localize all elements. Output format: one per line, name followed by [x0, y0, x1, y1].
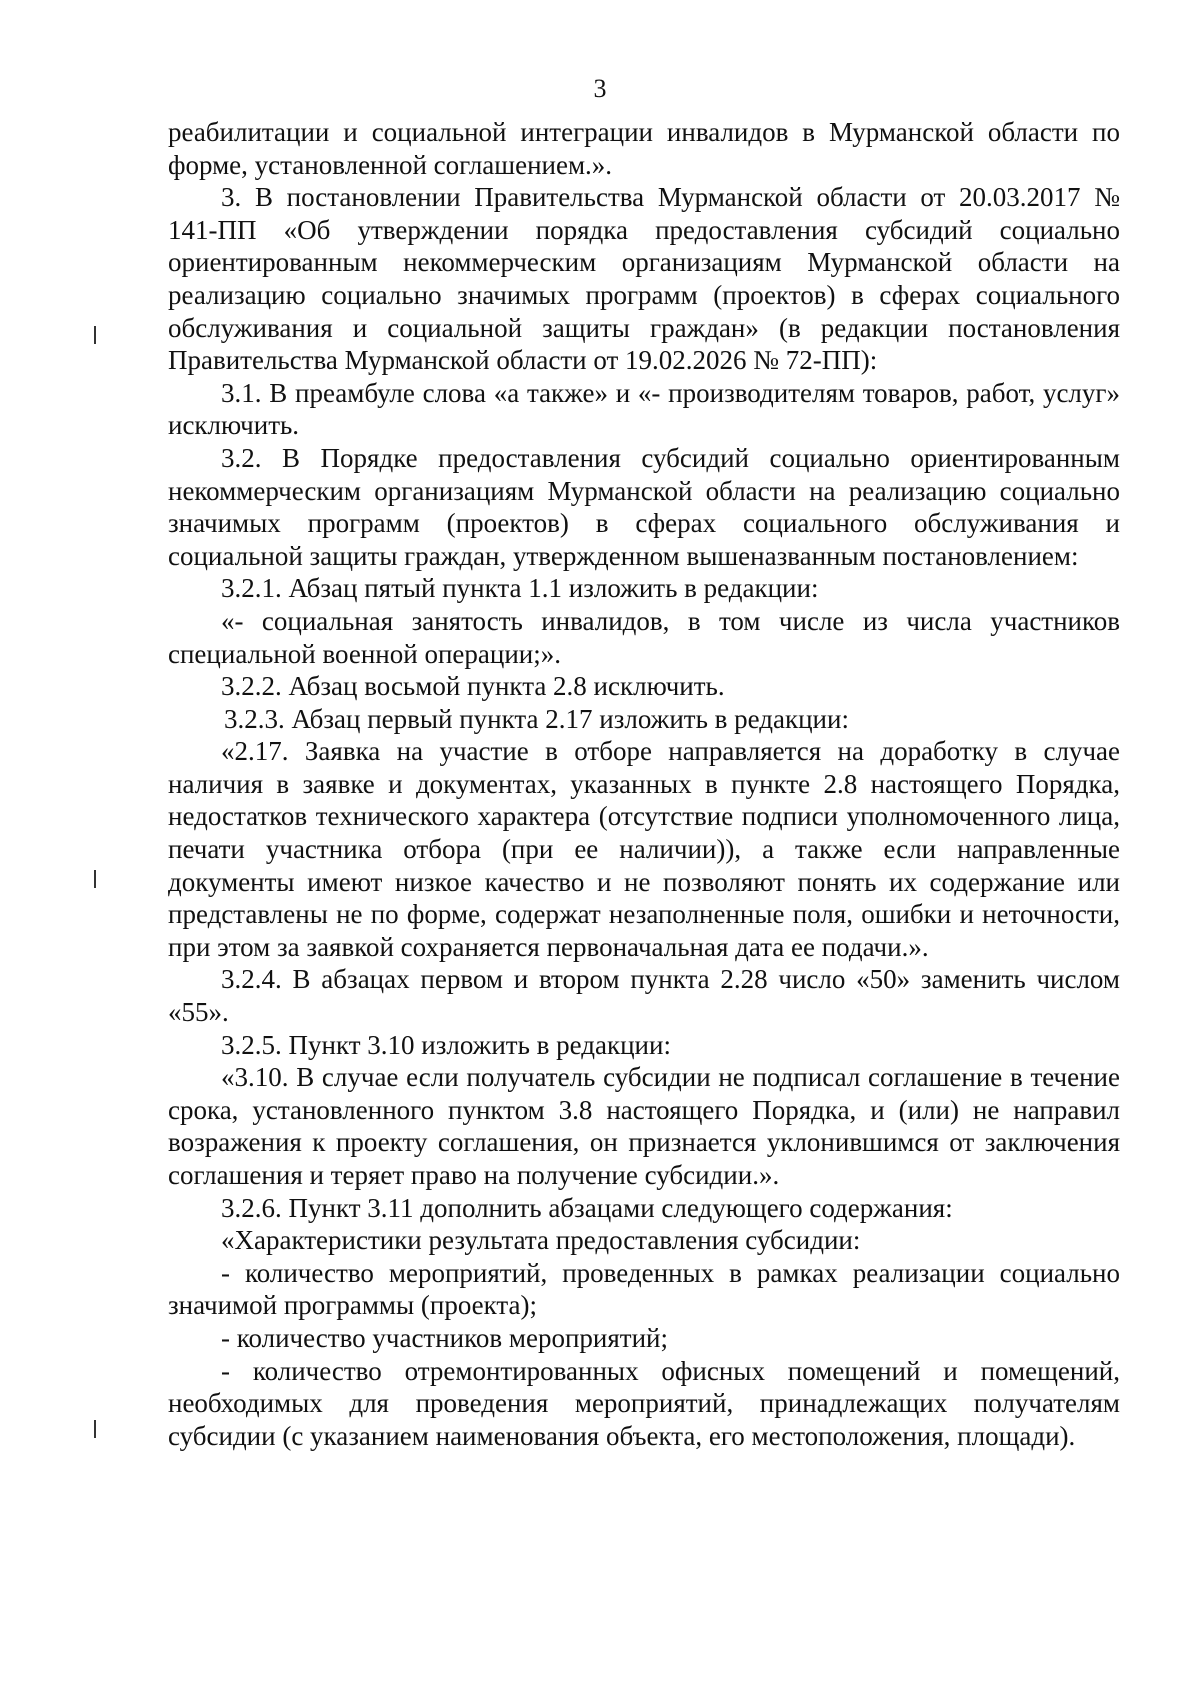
paragraph-item-3-2-3: 3.2.3. Абзац первый пункта 2.17 изложить в редакции:	[224, 703, 849, 734]
paragraph-list-item: - количество отремонтированных офисных помещений и помещений, необходимых для проведения мероприятий, принадлежащих получателям субсидии (с указанием наименования объекта, его местоположения, площади).	[168, 1355, 1120, 1451]
paragraph-item-3: 3. В постановлении Правительства Мурманской области от 20.03.2017 № 141-ПП «Об утверждении порядка предоставления субсидий социально ориентированным некоммерческим организациям Мурманской области на реализацию социально значимых программ (проектов) в сферах социального обслуживания и социальной защиты граждан» (в редакции постановления Правительства Мурманской области от 19.02.2026 № 72-ПП):	[168, 182, 1120, 376]
paragraph-list-item: - количество мероприятий, проведенных в рамках реализации социально значимой программы (проекта);	[168, 1257, 1120, 1321]
paragraph-list-item: - количество участников мероприятий;	[221, 1322, 668, 1353]
paragraph-item-3-2-5: 3.2.5. Пункт 3.10 изложить в редакции:	[221, 1029, 671, 1060]
paragraph-continuation: реабилитации и социальной интеграции инвалидов в Мурманской области по форме, установленной соглашением.».	[168, 117, 1120, 180]
margin-mark	[94, 870, 96, 888]
paragraph-item-3-2: 3.2. В Порядке предоставления субсидий социально ориентированным некоммерческим организациям Мурманской области на реализацию социально значимых программ (проектов) в сферах социального обслуживания и социальной защиты граждан, утвержденном вышеназванным постановлением:	[168, 442, 1120, 571]
page-number: 3	[593, 74, 607, 103]
paragraph-item-3-2-6: 3.2.6. Пункт 3.11 дополнить абзацами следующего содержания:	[221, 1192, 953, 1223]
paragraph-quote-2-17: «2.17. Заявка на участие в отборе направляется на доработку в случае наличия в заявке и документах, указанных в пункте 2.8 настоящего Порядка, недостатков технического характера (отсутствие подписи уполномоченного лица, печати участника отбора (при ее наличии)), а также если направленные документы имеют низкое качество и не позволяют понять их содержание или представлены не по форме, содержат незаполненные поля, ошибки и неточности, при этом за заявкой сохраняется первоначальная дата ее подачи.».	[168, 736, 1120, 962]
document-body	[168, 116, 1120, 1452]
paragraph-quote-3-10: «3.10. В случае если получатель субсидии не подписал соглашение в течение срока, установленного пунктом 3.8 настоящего Порядка, и (или) не направил возражения к проекту соглашения, он признается уклонившимся от заключения соглашения и теряет право на получение субсидии.».	[168, 1062, 1120, 1190]
paragraph-item-3-2-4: 3.2.4. В абзацах первом и втором пункта 2.28 число «50» заменить числом «55».	[168, 964, 1120, 1028]
paragraph-item-3-2-2: 3.2.2. Абзац восьмой пункта 2.8 исключить.	[221, 671, 725, 702]
paragraph-item-3-2-1: 3.2.1. Абзац пятый пункта 1.1 изложить в редакции:	[221, 573, 819, 604]
margin-mark	[94, 326, 96, 344]
paragraph-quote-characteristics: «Характеристики результата предоставления субсидии:	[221, 1225, 861, 1256]
margin-mark	[94, 1420, 96, 1438]
paragraph-quote-3-2-1: «- социальная занятость инвалидов, в том числе из числа участников специальной военной операции;».	[168, 605, 1120, 669]
paragraph-item-3-1: 3.1. В преамбуле слова «а также» и «- производителям товаров, работ, услуг» исключить.	[168, 377, 1120, 441]
